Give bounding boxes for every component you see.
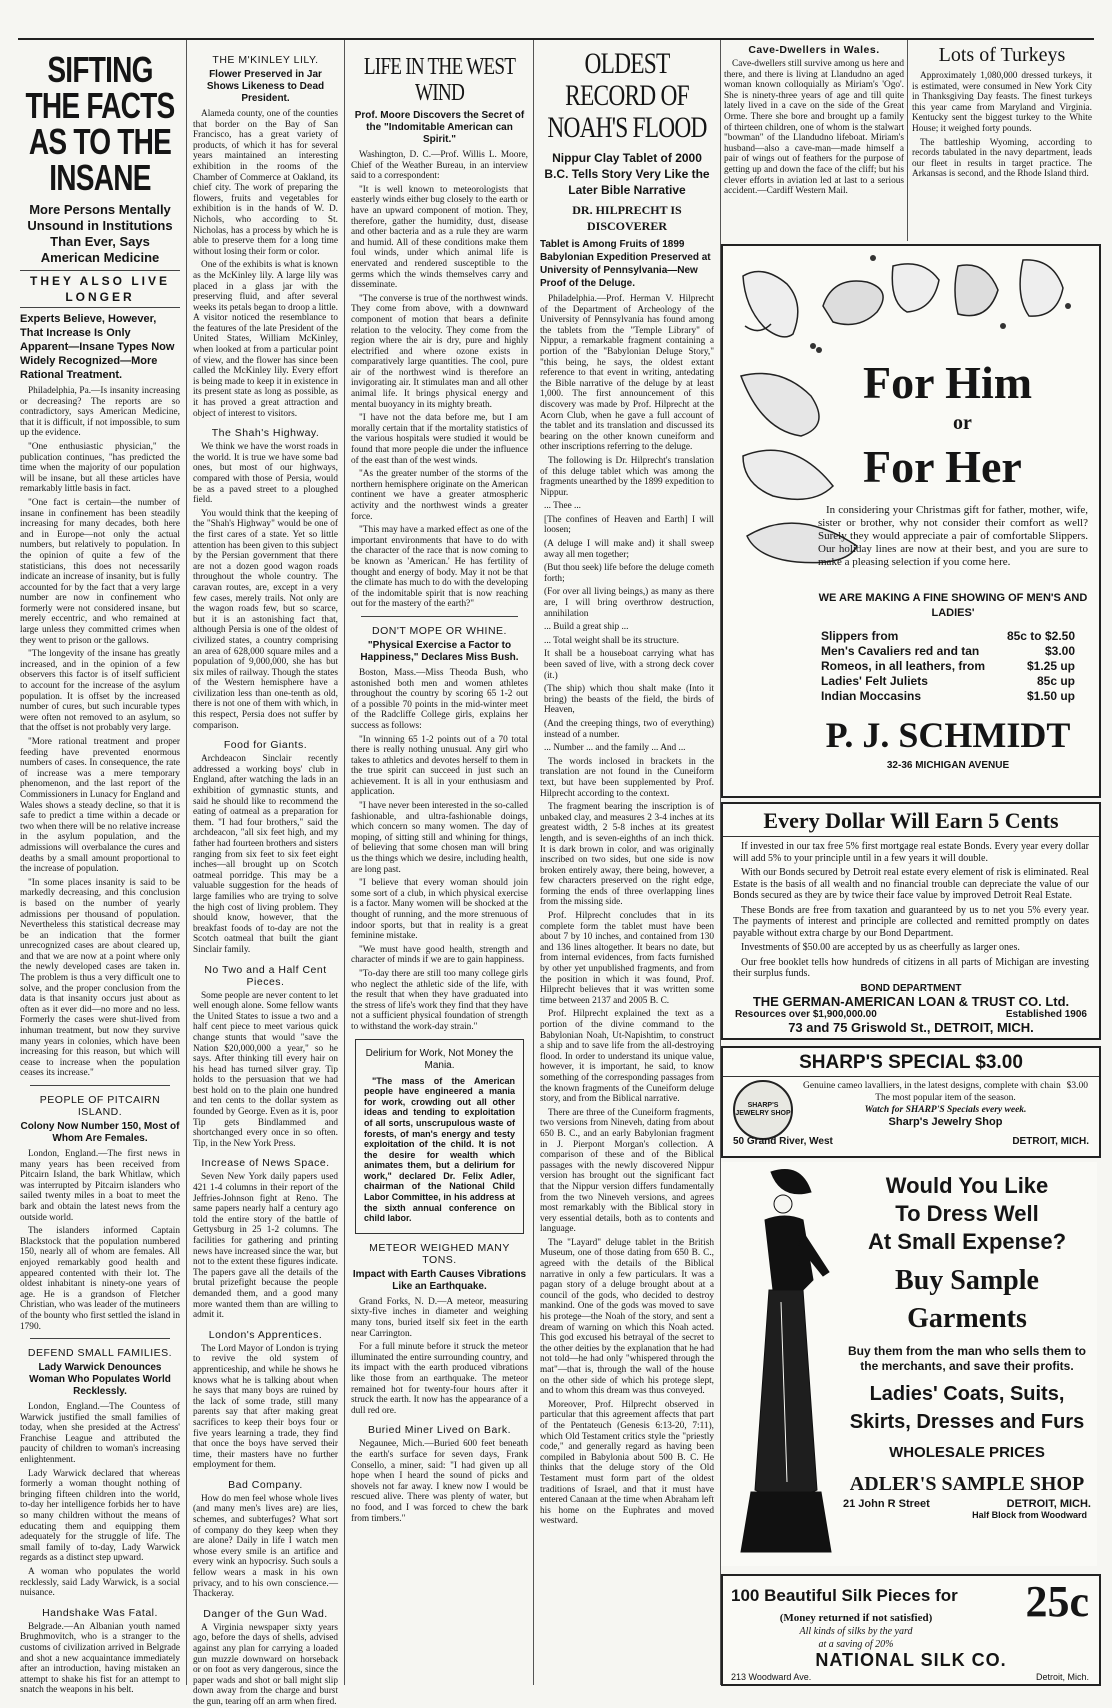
article-paragraph: The words inclosed in brackets in the translation are not found in the Cuneiform text, but have been supplemented by Prof. Hilprecht according to the context. — [540, 756, 714, 799]
article-paragraph: Washington, D. C.—Prof. Willis L. Moore, Chief of the Weather Bureau, in an interview said to a correspondent: — [351, 150, 528, 182]
adlers-line4: Buy Sample Garments — [895, 1265, 1039, 1334]
article-paragraph: Approximately 1,080,000 dressed turkeys, it is estimated, were consumed in New York City in Thanksgiving Day feasts. The finest turkeys this year came from Maryland and Virginia. Kentucky sent the biggest turkey to the White House; it weighed forty pounds. — [912, 71, 1092, 134]
deck-warwick: Lady Warwick Denounces Woman Who Populates World Recklessly. — [29, 1362, 171, 1398]
headline-giants: Food for Giants. — [223, 739, 308, 752]
article-paragraph: "In winning 65 1-2 points out of a 70 total there is really nothing unusual. Any girl who takes to athletics and devotes herself to them in the true spirit can succeed in just such an achievement. It is all in your enthusiasm and application. — [351, 734, 528, 798]
article-paragraph: Grand Forks, N. D.—A meteor, measuring sixty-five inches in diameter and weighing many tons, buried itself six feet in the earth near Carrington. — [351, 1296, 528, 1339]
company-address: 73 and 75 Griswold St., DETROIT, MICH. — [788, 1019, 1034, 1035]
headline-apprentices: London's Apprentices. — [208, 1328, 323, 1341]
column-rule — [533, 40, 534, 1685]
adlers-copy — [839, 1172, 1095, 1520]
deck-lily: Flower Preserved in Jar Shows Likeness to Dead President. — [206, 69, 325, 104]
silk-address: 213 Woodward Ave. — [731, 1672, 812, 1682]
article-paragraph: "The mass of the American people have engineered a mania for work, crowding out all other ideas and tending to exploitation of all sorts, unscrupulous waste of forests, of man's energy and testy exploitation of the child. It is not the desire for wealth which animates them, but a delirium for work," declared Dr. Felix Adler, chairman of the National Child Labor Committee, in his address at the sixth annual conference on child labor. — [364, 1075, 515, 1224]
article-paragraph: Moreover, Prof. Hilprecht observed in particular that this agreement affects that part of the Pentateuch (Genesis 6:13-20, 7:11), which Old Testament critics style the "priestly code," and generally regard as having been compiled in Babylonia about 500 B. C. He thinks that the deluge story of the Old Testament must form part of the oldest traditions of Israel, and that it must have entered Canaan at the time when Abraham left his home on the Euphrates and moved westward. — [540, 1399, 714, 1527]
deck-meteor: Impact with Earth Causes Vibrations Like an Earthquake. — [352, 1268, 527, 1292]
article-paragraph: "I have never been interested in the so-called fashionable, and ultra-fashionable doings, which concern so many women. The day of moping, of sitting still and whining for things, of believing that some chosen man will bring us the things which we desire, including health, are long past. — [351, 801, 528, 875]
article-paragraph: "More rational treatment and proper feeding have prevented enormous numbers of cases. In consequence, the rate of increase was a mere temporary phenomenon, and the last report of the Commissioners in Lunacy for England and Wales shows a steady decline, so that it is safe to predict a time within a decade or two when there will be no relative increase in the asylum population, and the admissions will overbalance the cures and deaths by a small amount proportional to the increase of population. — [20, 737, 180, 875]
column-rule — [344, 40, 345, 1685]
ad-paragraph: Investments of $50.00 are accepted by us as cheerfully as larger ones. — [741, 942, 1020, 953]
article-paragraph: Alameda county, one of the counties that border on the Bay of San Francisco, has a great variety of products, of which it has for several years maintained an interesting exhibition in the rooms of the Chamber of Commerce at Oakland, its chief city. The work of preparing the flowers, fruits and vegetables for exhibition is in the hands of W. D. Nichols, who according to St. Nicholas, has a process by which he is able to preserve them for a long time without losing their form or color. — [193, 109, 338, 257]
article-paragraph: There are three of the Cuneiform fragments, two versions from Nineveh, dating from about 650 B. C., and an early Babylonian fragment in J. Pierpont Morgan's collection. A comparison of these and of the Biblical passages with the newly discovered Nippur version has brought out the significant fact that the Nippur version differs fundamentally from the two Nineveh versions, and agrees most remarkably with the Biblical story in very essential details, both as to contents and language. — [540, 1107, 714, 1235]
price-list — [803, 629, 1093, 704]
article-paragraph: The following is Dr. Hilprecht's translation of this deluge tablet which was among the fragments unearthed by the 1899 expedition to Nippur. — [540, 455, 714, 498]
column-5-right — [912, 38, 1092, 241]
established: Established 1906 — [1005, 1008, 1087, 1020]
adlers-line5: Buy them from the man who sells them to the merchants, and save their profits. — [847, 1344, 1087, 1373]
column-2 — [193, 38, 338, 1707]
tablet-translation — [540, 501, 714, 753]
sharps-desc: Genuine cameo lavalliers, in the latest designs, complete with chain — [803, 1081, 1061, 1091]
article-paragraph: The islanders informed Captain Blackstock that the population numbered 150, nearly all of whom are females. All enjoyed remarkably good health and appeared contented with their lot. The oldest inhabitant is ninety-one years of age. He is a grandson of Fletcher Christian, who was leader of the mutineers of the bounty who first settled the island in 1790. — [20, 1226, 180, 1332]
headline-cave: Cave-Dwellers in Wales. — [748, 44, 880, 56]
headline-lily: THE M'KINLEY LILY. — [212, 54, 319, 66]
article-paragraph: "One enthusiastic physician," the publication continues, "has predicted the time when the majority of our population will be insane, but all these articles have remarkably little basis in fact. — [20, 441, 180, 495]
ad-bonds — [721, 802, 1101, 1040]
article-paragraph: You would think that the keeping of the "Shah's Highway" would be one of the first cares of a state. Yet so little attention has been given to this subject by the Persian government that there are not a dozen good wagon roads throughout the whole country. The caravan routes, are, except in a very few cases, merely trails. Not only are the wagon roads few, but so scarce, but it is an astonishing fact that, although Persia is one of the oldest of civilized states, a country comprising an area of 628,000 square miles and a population of 9,000,000, she has but six miles of railway. Though the states of the Western hemisphere have a civilization less than one-tenth as old, there is not one of them with which, in this respect, Persia does not suffer by comparison. — [193, 508, 338, 731]
sharps-price: $3.00 — [1066, 1081, 1088, 1091]
sharps-watch: Watch for SHARP'S Specials every week. — [864, 1105, 1027, 1115]
article-paragraph: One of the exhibits is what is known as the McKinley lily. A large lily was placed in a glass jar with the preserving fluid, and after several weeks its petals began to droop a little. A visitor noticed the resemblance to the features of the late President of the United States, William McKinley, when looked at from a particular point of view, and the flower has since been called the McKinley lily. Every effort is being made to keep it in existence in its present state as long as possible, as it has proved a great attraction and object of interest to visitors. — [193, 260, 338, 419]
article-paragraph: "To-day there are still too many college girls who neglect the athletic side of the life, with the result that when they have graduated into the stress of life's work they find that they have not a sufficient physical foundation of strength to withstand the work-day strain." — [351, 968, 528, 1032]
article-paragraph: "The longevity of the insane has greatly increased, and in the opinion of a few observers this factor is of itself sufficient to account for the increase of the asylum population. It is offset by the increased number of cures, but such incurable types were often not removed to an asylum, so that the offset is not probably very large. — [20, 649, 180, 734]
article-paragraph: "This may have a marked effect as one of the important environments that have to do with the character of the race that is now coming to be known as 'American.' He has fertility of thought and energy of body. May it not be that the climate has much to do with the developing of the indomitable spirit that is now reaching out for the mastery of the earth?" — [351, 525, 528, 610]
bond-department: BOND DEPARTMENT — [860, 982, 962, 994]
article-paragraph: London, England.—The first news in many years has been received from Pitcairn Island, the bark Whitlaw, which was interrupted by Pitcairn islanders who sailed twenty miles in a boat to meet the bark and obtain the latest news from the outside world. — [20, 1149, 180, 1223]
subline-insane: THEY ALSO LIVE LONGER — [20, 270, 180, 308]
column-5-left — [724, 38, 904, 241]
article-paragraph: Philadelphia, Pa.—Is insanity increasing or decreasing? The reports are so contradictory, says American Medicine, that it is difficult, if not impossible, to sum up the evidence. — [20, 386, 180, 439]
company-info — [723, 1009, 1099, 1020]
article-paragraph: The "Layard" deluge tablet in the British Museum, one of those dating from 650 B. C., agreed with the details of the Biblical narrative in only a few particulars. It was a pagan story of a deluge brought about at a council of the gods, who decided to destroy mankind. One of the gods was moved to save his protege—the Noah of the story, and sent a dream of warning on which this Noah acted. This god excused his betrayal of the secret to the other deities by the explanation that he had not told—he had only "whispered through the mat"—that is, through the wall of the house on the other side of which his protege slept, and to whom this dream was thus conveyed. — [540, 1237, 714, 1397]
article-paragraph: "In some places insanity is said to be markedly decreasing, and this conclusion is based on the number of yearly admissions per thousand of population. Nevertheless this statistical decrease may be an indication that the former unrecognized cases are about cleared up, and that we are now at a point where only the newly developed cases are taken in. The problem is thus a very difficult one to solve, and the proper conclusion from the data is that insanity occurs just about as often as it ever did—no more and no less. Formerly the cases were shut-lived from inhuman treatment, but now they survive many years in colonies, which have been increasing for this reason, but which will cease to increase when the population ceases its increase." — [20, 877, 180, 1079]
headline-highway: The Shah's Highway. — [211, 427, 320, 440]
headline-insane: SIFTING THE FACTS AS TO THE INSANE — [25, 49, 175, 198]
article-paragraph: "The converse is true of the northwest winds. They come from above, with a downward component of motion that bears a definite relation to the velocity. They come from the region where the air is dry, pure and highly electrified and where ozone exists in comparatively large quantities. The cool, pure air of the northwest wind is therefore an invigorating air. It stimulates man and all other animal life. It brings physical energy and mental buoyancy in its mighty breath. — [351, 293, 528, 410]
sharps-address-row — [733, 1136, 1089, 1147]
article-paragraph: The battleship Wyoming, according to records tabulated in the navy department, leads our fleet in results in target practice. The Arkansas is second, and the Rhode Island third. — [912, 137, 1092, 180]
adlers-store: ADLER'S SAMPLE SHOP — [849, 1473, 1085, 1495]
article-paragraph: Some people are never content to let well enough alone. Some fellow wants the United States to issue a two and a half cent piece to meet various quick change stunts that would "save the Nation $20,000,000 a year," so he says. After thinking till every hair on his head has turned silver gray. Tip holds to the persuasion that we had best hold on to the plain one hundred and ten cents to the dollar system as founded by George. Even as it is, poor Tip gets Bindlammed and shortchanged every once in so often. Tip, in the New York Press. — [193, 990, 338, 1149]
article-paragraph: Archdeacon Sinclair recently addressed a working boys' club in England, after watching the lads in an exhibition of gymnastic stunts, and said he should like to recommend the eating of oatmeal as a preparation for them. "I had four brothers," said the archdeacon, "all six feet high, and my father had fourteen brothers and sisters ranging from six feet to six feet eight inches—all brought up on Scotch oatmeal porridge. This may be a valuable suggestion for the heads of large families who are trying to solve the high cost of living problem. They should know, however, that the breakfast foods of to-day are not the Scotch oatmeal that built the giant Sinclair family. — [193, 754, 338, 955]
ad-paragraph: With our Bonds secured by Detroit real estate every element of risk is eliminated. Real Estate is the basis of all wealth and no financial trouble can depreciate the value of our Bonds secured as they are by twice their face value by improved Detroit Real Estate. — [733, 867, 1089, 901]
sharps-address: 50 Grand River, West — [733, 1136, 833, 1147]
company-name: THE GERMAN-AMERICAN LOAN & TRUST CO. Ltd. — [752, 993, 1070, 1009]
silk-price: 25c — [1025, 1577, 1089, 1626]
ad-copy: In considering your Christmas gift for father, mother, wife, sister or brother, why not consider their comfort as well? Surely they would appreciate a pair of comfortable Slippers. Our holiday lines are now at their best, and you are sure to make a pleasing selection if you come here. — [818, 504, 1088, 568]
deck-pitcairn: Colony Now Number 150, Most of Whom Are Females. — [20, 1121, 180, 1144]
silk-saving: at a saving of 20% — [818, 1639, 894, 1650]
boxed-item-delirium — [355, 1039, 524, 1234]
resources: Resources over $1,900,000.00 — [735, 1008, 877, 1020]
adlers-note: Half Block from Woodward — [972, 1510, 1087, 1520]
article-paragraph: "As the greater number of the storms of the northern hemisphere originate on the American continent we have a greater atmospheric activity and the northwest winds a greater force. — [351, 469, 528, 522]
silk-city: Detroit, Mich. — [1035, 1672, 1089, 1682]
article-paragraph: How do men feel whose whole lives (and many men's lives are) are lies, schemes, and subterfuges? What sort of company do they keep when they are alone? Daily in life I watch men whose every smile is an artifice and every wink an hypocrisy. Such souls a fellow wears a mask in his own privacy, and to his own conscience.—Thackeray. — [193, 1493, 338, 1600]
article-paragraph: For a full minute before it struck the meteor illuminated the entire surrounding country, and its impact with the earth produced vibrations like those from an earthquake. The meteor remained hot for twenty-four hours after it struck the earth. It now has the appearance of a dull red ore. — [351, 1342, 528, 1416]
ad-title-him: For Him — [863, 357, 1033, 408]
deck-wind: Prof. Moore Discovers the Secret of the "Indomitable American can Spirit." — [354, 110, 525, 145]
column-rule — [907, 40, 908, 241]
article-paragraph: "One fact is certain—the number of insane in confinement has been steadily increasing for many decades, both here and in Europe—not only the actual numbers, but relatively to population. In the opinion of quite a few of the statisticians, this does not necessarily indicate an increase of insanity, but is fully accounted for by the fact that a very large number are now in confinement who formerly were not considered insane, but merely eccentric, and who remained at large unless they committed crimes when they went to prison or the gallows. — [20, 497, 180, 646]
adlers-address: 21 John R Street — [843, 1498, 930, 1510]
column-rule — [186, 40, 187, 1685]
article-paragraph: We think we have the worst roads in the world. It is true we have some bad ones, but most of our highways, compared with those of Persia, would be as a paved street to a ploughed field. — [193, 442, 338, 506]
adlers-city: DETROIT, MICH. — [1006, 1498, 1091, 1510]
headline-wind: LIFE IN THE WEST WIND — [363, 54, 516, 106]
headline-miner: Buried Miner Lived on Bark. — [367, 1424, 512, 1437]
subdeck-flood: Tablet is Among Fruits of 1899 Babylonian Expedition Preserved at University of Pennsylvania—New Proof of the Deluge. — [540, 239, 711, 289]
article-paragraph: "We must have good health, strength and character of minds if we are to gain happiness. — [351, 944, 528, 966]
ad-adlers — [721, 1162, 1097, 1566]
poem-line: ... Build a great ship ... — [544, 622, 629, 633]
deck-flood: Nippur Clay Tablet of 2000 B.C. Tells Story Very Like the Later Bible Narrative — [544, 151, 710, 197]
price-row: Ladies' Felt Juliets 85c up — [821, 674, 1075, 688]
adlers-line2: To Dress Well — [895, 1201, 1039, 1226]
divider — [361, 616, 518, 617]
article-paragraph: A Virginia newspaper sixty years ago, before the days of shells, advised against any plan for carrying a loaded gun muzzle downward on horseback or on foot as very dangerous, since the paper wads and shot or ball might slip down away from the charge and burst the gun, tearing off an arm when fired. — [193, 1622, 338, 1707]
ad-paragraph: These Bonds are free from taxation and guaranteed by us to net you 5% every year. The payments of interest and principle are collected and remitted promptly on dates payable without extra charge by our Bond Department. — [733, 904, 1089, 939]
headline-pitcairn: PEOPLE OF PITCAIRN ISLAND. — [39, 1094, 161, 1118]
adlers-line7: WHOLESALE PRICES — [889, 1444, 1045, 1461]
article-paragraph: Boston, Mass.—Miss Theoda Bush, who astonished both men and women athletes throughout the country by scoring 65 1-2 out of a possible 70 points in the mid-winter meet of the Radcliffe College girls, explains her success as follows: — [351, 667, 528, 731]
jewelry-seal — [733, 1080, 793, 1140]
store-name-schmidt: P. J. SCHMIDT — [825, 715, 1071, 755]
article-paragraph: "It is well known to meteorologists that easterly winds either bug closely to the earth or have an upward component of motion. They, therefore, gather the humidity, dust, disease and other bacteria and as a rule they are warm and humid. All of these conditions make them foul winds, under which animal life is enervated and rendered susceptible to the germs which the winds themselves carry and disseminate. — [351, 184, 528, 291]
store-address-schmidt: 32-36 MICHIGAN AVENUE — [886, 760, 1010, 771]
sharps-shop: Sharp's Jewelry Shop — [888, 1116, 1003, 1128]
deck-insane: More Persons Mentally Unsound in Institutions Than Ever, Says American Medicine — [27, 202, 173, 265]
price-row: Men's Cavaliers red and tan $3.00 — [821, 644, 1075, 658]
deck-mope: "Physical Exercise a Factor to Happiness," Declares Miss Bush. — [360, 639, 519, 663]
article-paragraph: Negaunee, Mich.—Buried 600 feet beneath the earth's surface for seven days, Frank Consello, a miner, said: "I had given up all hope when I heard the sound of picks and shovels not far away. I knew now I would be rescued alive. There was plenty of water, but no food, and I was forced to chew the bark from timbers." — [351, 1439, 528, 1524]
ad-title-or: or — [953, 412, 972, 434]
ad-showing: WE ARE MAKING A FINE SHOWING OF MEN'S AND LADIES' — [818, 592, 1088, 619]
article-paragraph: The fragment bearing the inscription is of unbaked clay, and measures 2 3-4 inches at its greatest width, 2 5-8 inches at its greatest length, and is seven-eighths of an inch thick. It is dark brown in color, and was originally inscribed on two sides, but one side is now broken entirely away, there being, however, a few characters preserved on the right edge, forming the ends of three overlapping lines from the missing side. — [540, 802, 714, 908]
fashion-figure-illustration — [721, 1162, 841, 1562]
headline-company: Bad Company. — [228, 1478, 303, 1491]
ad-schmidt-slippers — [721, 244, 1101, 798]
price-row: Slippers from 85c to $2.50 — [821, 629, 1075, 643]
silk-store: NATIONAL SILK CO. — [815, 1650, 1007, 1670]
headline-news: Increase of News Space. — [201, 1157, 330, 1170]
poem-line: It shall be a houseboat carrying what has been saved of live, with a strong deck cover (it.) — [544, 649, 714, 681]
article-paragraph: Cave-dwellers still survive among us here and there, and there is living at Llandudno an aged woman known colloquially as Miriam's 'Ogo'. She is ninety-three years of age and till quite lately lived in a cave on the side of the Great Orme. There she bore and brought up a family of thirteen children, one of whom is the stalwart "bowman" of the Llandudno lifeboat. Miriam's husband—also a cave-man—made himself a pair of wings out of feathers for the purpose of getting up and down the face of the cliff; but his clever efforts in aviation led at last to a serious accident.—Cardiff Western Mail. — [724, 59, 904, 197]
sharps-note: The most popular item of the season. — [875, 1093, 1016, 1103]
column-1 — [20, 38, 180, 1696]
divider — [30, 1338, 170, 1339]
subline-flood: DR. HILPRECHT IS DISCOVERER — [572, 203, 682, 233]
headline-cents: No Two and a Half Cent Pieces. — [204, 963, 327, 988]
article-paragraph: A woman who populates the world recklessly, said Lady Warwick, is a social nuisance. — [20, 1567, 180, 1599]
ad-title-her: For Her — [863, 441, 1022, 492]
ad-title-sharps: SHARP'S SPECIAL $3.00 — [723, 1052, 1099, 1077]
column-4 — [540, 38, 714, 1685]
headline-mope: DON'T MOPE OR WHINE. — [372, 624, 507, 637]
poem-line: ... Thee ... — [544, 501, 582, 512]
headline-warwick: DEFEND SMALL FAMILIES. — [27, 1347, 173, 1360]
ad-national-silk — [721, 1574, 1101, 1686]
poem-line: (For over all living beings,) as many as there are, I will bring overthrow destruction, annihilation — [544, 587, 714, 619]
subdeck-insane: Experts Believe, However, That Increase Is Only Apparent—Insane Types Now Widely Recognized—More Rational Treatment. — [20, 313, 175, 381]
article-paragraph: Belgrade.—An Albanian youth named Brughmovitch, who is a stranger to the customs of civilization arrived in Belgrade and shot a new acquaintance immediately after an introduction, having mistaken an attempt to shake his fist for an attempt to snatch the weapons in his belt. — [20, 1621, 180, 1696]
article-paragraph: Prof. Hilprecht concludes that in its complete form the tablet must have been about 7 by 10 inches, and contained from 130 and 136 lines altogether. It bears no date, but from internal evidences, from facts furnished by other yet unpublished fragments, and from the position in which it was found, Prof. Hilprecht believes that it was written some time between 2137 and 2005 B. C. — [540, 911, 714, 1006]
column-3 — [351, 38, 528, 1685]
ad-sharps — [721, 1046, 1101, 1158]
article-paragraph: The Lord Mayor of London is trying to revive the old system of apprenticeship, and while he shows he knows what he is talking about when he says that many boys are ruined by the lack of some trade, still many parents say that after making great sacrifices to keep their boys four or five years learning a trade, they find that once the boys have served their time, their masters have no further employment for them. — [193, 1343, 338, 1471]
price-row: Romeos, in all leathers, from $1.25 up — [821, 659, 1075, 673]
poem-line: ... Total weight shall be its structure. — [544, 635, 679, 646]
price-row: Indian Moccasins $1.50 up — [821, 689, 1075, 703]
poem-line: ... Number ... and the family ... And ... — [544, 743, 686, 754]
adlers-line3: At Small Expense? — [867, 1229, 1067, 1254]
headline-delirium: Delirium for Work, Not Money the Mania. — [365, 1047, 514, 1071]
article-paragraph: Seven New York daily papers used 421 1-4 columns in their report of the Jeffries-Johnson fight at Reno. The same papers nearly half a century ago told the entire story of the battle of Gettysburg in 25 1-2 columns. The facilities for gathering and printing news have increased since the war, but not to the extent these figures indicate. The papers gave all the details of the brutal prizefight because the people demanded them, and a good many more wanted them than are willing to admit it. — [193, 1172, 338, 1321]
poem-line: (But thou seek) life before the deluge cometh forth; — [544, 563, 714, 584]
poem-line: (And the creeping things, two of everything) instead of a number. — [544, 718, 714, 740]
article-paragraph: "I believe that every woman should join some sort of a club, in which physical exercise is a factor. Many women will be shocked at the thought of running, and the more strenuous of indoor sports, but that in reality is a great feminine mistake. — [351, 878, 528, 942]
sharps-copy — [803, 1080, 1088, 1128]
article-paragraph: "I have not the data before me, but I am morally certain that if the mortality statistics of the various hospitals were studied it would be found that more people die under the influence of the east than of the west winds. — [351, 413, 528, 466]
adlers-line1: Would You Like — [885, 1173, 1049, 1198]
silk-guarantee: (Money returned if not satisfied) — [779, 1612, 933, 1624]
article-paragraph: Lady Warwick declared that whereas formerly a woman thought nothing of bringing fifteen children into the world, to-day her intelligence forbids her to have so many children without the means of educating them and equipping them adequately for the struggle of life. The small family of to-day, Lady Warwick regards as a distinct step upward. — [20, 1468, 180, 1564]
silk-title: 100 Beautiful Silk Pieces for — [731, 1586, 958, 1605]
article-paragraph: Prof. Hilprecht explained the text as a portion of the divine command to the Babylonian Noah, Ut-Napishtim, to construct a ship and to save life from the all-destroying flood. In order to understand its unique value, however, it is important, he said, to know something of the corresponding passages from the known fragments of the Cuneiform deluge story, and from the Biblical narrative. — [540, 1009, 714, 1105]
article-paragraph: London, England.—The Countess of Warwick justified the small families of today, when she presided at the Actress' Franchise League and attributed the paucity of children to woman's increasing enlightenment. — [20, 1402, 180, 1466]
headline-flood: OLDEST RECORD OF NOAH'S FLOOD — [547, 47, 707, 144]
ad-title-bonds: Every Dollar Will Earn 5 Cents — [723, 808, 1099, 837]
headline-gun: Danger of the Gun Wad. — [203, 1607, 328, 1620]
seal-text: SHARP'S JEWELRY SHOP — [735, 1102, 791, 1117]
poem-line: [The confines of Heaven and Earth] I will loosen; — [544, 514, 714, 536]
headline-handshake: Handshake Was Fatal. — [42, 1606, 158, 1619]
headline-meteor: METEOR WEIGHED MANY TONS. — [369, 1241, 510, 1266]
poem-line: (The ship) which thou shalt make (Into it bring) the beasts of the field, the birds of Heaven, — [544, 684, 714, 716]
article-paragraph: Philadelphia.—Prof. Herman V. Hilprecht of the Department of Archeology of the University of Pennsylvania has found among the tablets from the "Temple Library" of Nippur, a remarkable fragment containing a portion of the "Babylonian Deluge Story," "this being, he says, the oldest extant reference to that event in writing, antedating the Bible narrative of the deluge by at least 1,000. The first announcement of this discovery was made by Prof. Hilprecht at the Acorn Club, when he gave a full account of the tablet and its translation and discussed its bearing on the other known cuneiform and other inscriptions referring to the deluge. — [540, 294, 714, 453]
adlers-line6: Ladies' Coats, Suits, Skirts, Dresses and Furs — [849, 1383, 1085, 1433]
adlers-address-row — [839, 1498, 1095, 1510]
ad-paragraph: Our free booklet tells how hundreds of citizens in all parts of Michigan are investing their surplus funds. — [733, 956, 1089, 979]
sharps-city: DETROIT, MICH. — [1012, 1136, 1089, 1147]
ad-paragraph: If invested in our tax free 5% first mortgage real estate Bonds. Every year every dollar will add 5% to your principle until in a few years it will double. — [733, 841, 1089, 864]
silk-kinds: All kinds of silks by the yard — [799, 1626, 913, 1637]
headline-turkeys: Lots of Turkeys — [938, 44, 1066, 66]
poem-line: (A deluge I will make and) it shall sweep away all men together; — [544, 539, 714, 560]
divider — [30, 1085, 170, 1086]
